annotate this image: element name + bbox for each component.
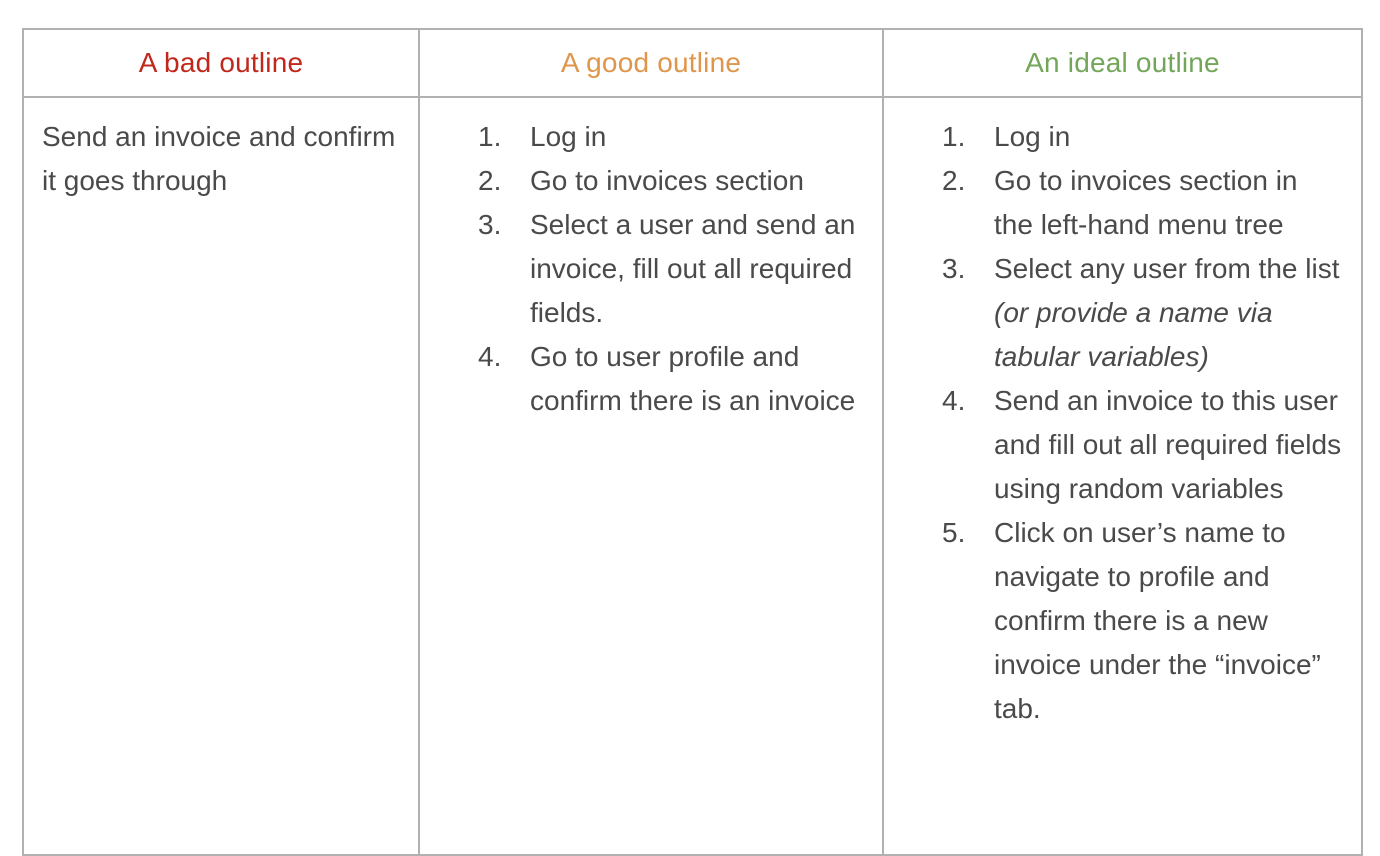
list-item [902, 511, 1343, 731]
list-item [438, 159, 864, 203]
list-item [438, 115, 864, 159]
list-item-text: Go to user profile and confirm there is an invoice [530, 341, 856, 416]
outline-comparison-wrapper [22, 28, 1363, 856]
bad-outline-text: Send an invoice and confirm it goes through [42, 121, 396, 196]
list-item-text: Click on user’s name to navigate to profile and confirm there is a new invoice under the “invoice” tab. [994, 517, 1321, 724]
list-item-text: Send an invoice to this user and fill out all required fields using random variables [994, 385, 1342, 504]
list-item-text: Select a user and send an invoice, fill out all required fields. [530, 209, 856, 328]
list-item-text: Go to invoices section in the left-hand menu tree [994, 165, 1298, 240]
list-item [902, 115, 1343, 159]
header-row [23, 29, 1362, 97]
column-header-ideal-outline: An ideal outline [883, 29, 1362, 97]
list-item [902, 379, 1343, 511]
list-item-text-italic: (or provide a name via tabular variables) [994, 297, 1273, 372]
list-item [438, 203, 864, 335]
outline-comparison-table [22, 28, 1363, 856]
cell-ideal-outline [883, 97, 1362, 855]
good-outline-steps-list [438, 115, 864, 423]
list-item [902, 247, 1343, 379]
ideal-outline-steps-list [902, 115, 1343, 731]
list-item-text: Select any user from the list [994, 253, 1340, 284]
list-item-text: Go to invoices section [530, 165, 804, 196]
list-item [438, 335, 864, 423]
column-header-bad-outline: A bad outline [23, 29, 419, 97]
column-header-good-outline: A good outline [419, 29, 883, 97]
list-item-text: Log in [530, 121, 607, 152]
list-item-text: Log in [994, 121, 1071, 152]
cell-bad-outline [23, 97, 419, 855]
list-item [902, 159, 1343, 247]
body-row [23, 97, 1362, 855]
cell-good-outline [419, 97, 883, 855]
